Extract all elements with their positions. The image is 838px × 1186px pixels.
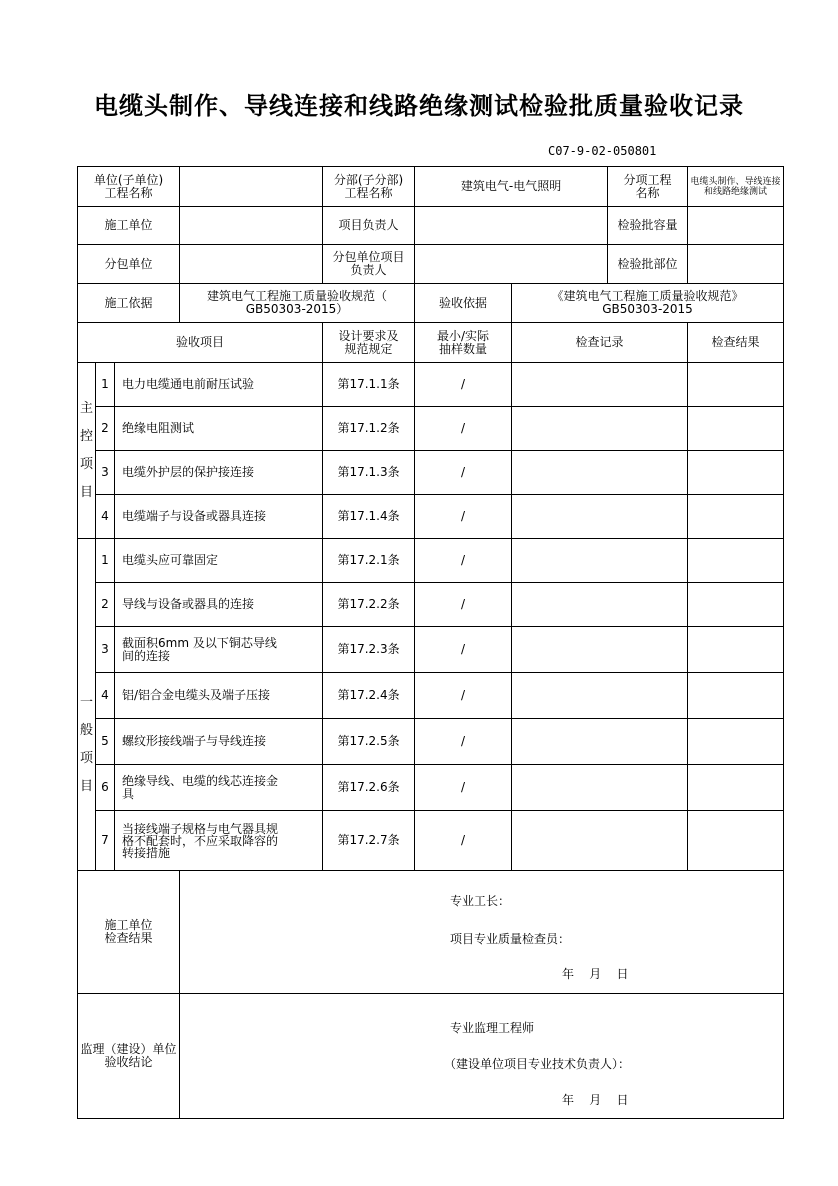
item-name: 导线与设备或器具的连接	[115, 583, 323, 627]
supervision-row	[78, 994, 784, 1119]
item-result[interactable]	[688, 627, 784, 673]
item-result[interactable]	[688, 539, 784, 583]
item-name: 电缆外护层的保护接连接	[115, 451, 323, 495]
table-row	[78, 719, 784, 765]
item-name: 螺纹形接线端子与导线连接	[115, 719, 323, 765]
item-no: 4	[96, 673, 115, 719]
table-row	[78, 765, 784, 811]
col-result-header: 检查结果	[688, 323, 784, 363]
item-name-value[interactable]: 电缆头制作、导线连接 和线路绝缘测试	[688, 167, 784, 207]
item-no: 2	[96, 583, 115, 627]
item-name: 当接线端子规格与电气器具规 格不配套时，不应采取降容的 转接措施	[115, 811, 323, 871]
col-item-header: 验收项目	[78, 323, 323, 363]
item-no: 3	[96, 627, 115, 673]
item-sample[interactable]: /	[415, 407, 512, 451]
header-row-4	[78, 284, 784, 323]
item-clause: 第17.2.6条	[323, 765, 415, 811]
table-row	[78, 811, 784, 871]
construction-check-row	[78, 871, 784, 994]
supervision-label: 监理（建设）单位 验收结论	[78, 994, 180, 1119]
subdivision-value[interactable]: 建筑电气-电气照明	[415, 167, 608, 207]
item-name: 绝缘电阻测试	[115, 407, 323, 451]
subdivision-label: 分部(子分部) 工程名称	[323, 167, 415, 207]
document-title: 电缆头制作、导线连接和线路绝缘测试检验批质量验收记录	[94, 92, 744, 120]
item-result[interactable]	[688, 363, 784, 407]
construction-basis-value: 建筑电气工程施工质量验收规范（ GB50303-2015）	[180, 284, 415, 323]
item-name-label: 分项工程 名称	[608, 167, 688, 207]
unit-name-label: 单位(子单位) 工程名称	[78, 167, 180, 207]
construction-basis-label: 施工依据	[78, 284, 180, 323]
item-sample[interactable]: /	[415, 451, 512, 495]
col-design-header: 设计要求及 规范规定	[323, 323, 415, 363]
col-record-header: 检查记录	[512, 323, 688, 363]
header-row-1	[78, 167, 784, 207]
col-sample-header: 最小/实际 抽样数量	[415, 323, 512, 363]
item-clause: 第17.2.7条	[323, 811, 415, 871]
table-row	[78, 495, 784, 539]
item-record[interactable]	[512, 811, 688, 871]
item-sample[interactable]: /	[415, 539, 512, 583]
batch-capacity-label: 检验批容量	[608, 207, 688, 245]
item-name: 电缆头应可靠固定	[115, 539, 323, 583]
item-name: 绝缘导线、电缆的线芯连接金 具	[115, 765, 323, 811]
item-clause: 第17.1.2条	[323, 407, 415, 451]
table-row	[78, 627, 784, 673]
column-header-row	[78, 323, 784, 363]
unit-name-value[interactable]	[180, 167, 323, 207]
item-record[interactable]	[512, 407, 688, 451]
item-sample[interactable]: /	[415, 673, 512, 719]
subcontractor-label: 分包单位	[78, 245, 180, 284]
item-record[interactable]	[512, 719, 688, 765]
general-group-label: 一 般 项 目	[78, 539, 96, 871]
item-clause: 第17.1.4条	[323, 495, 415, 539]
item-result[interactable]	[688, 719, 784, 765]
constructor-value[interactable]	[180, 207, 323, 245]
quality-inspector-label: 项目专业质量检查员：	[450, 932, 571, 946]
batch-part-value[interactable]	[688, 245, 784, 284]
main-control-group-label: 主 控 项 目	[78, 363, 96, 539]
item-clause: 第17.2.4条	[323, 673, 415, 719]
item-name: 电力电缆通电前耐压试验	[115, 363, 323, 407]
acceptance-basis-value: 《建筑电气工程施工质量验收规范》 GB50303-2015	[512, 284, 784, 323]
supervision-area[interactable]	[180, 994, 784, 1119]
item-sample[interactable]: /	[415, 719, 512, 765]
item-result[interactable]	[688, 495, 784, 539]
item-clause: 第17.2.1条	[323, 539, 415, 583]
item-record[interactable]	[512, 765, 688, 811]
item-clause: 第17.2.2条	[323, 583, 415, 627]
item-clause: 第17.2.5条	[323, 719, 415, 765]
header-row-2	[78, 207, 784, 245]
sub-pm-label: 分包单位项目 负责人	[323, 245, 415, 284]
item-name: 截面积6mm 及以下铜芯导线 间的连接	[115, 627, 323, 673]
construction-check-label: 施工单位 检查结果	[78, 871, 180, 994]
construction-check-area[interactable]	[180, 871, 784, 994]
table-row	[78, 673, 784, 719]
subcontractor-value[interactable]	[180, 245, 323, 284]
table-row	[78, 451, 784, 495]
item-record[interactable]	[512, 539, 688, 583]
table-row	[78, 363, 784, 407]
item-no: 6	[96, 765, 115, 811]
item-record[interactable]	[512, 583, 688, 627]
supervising-engineer-label: 专业监理工程师	[450, 1021, 535, 1035]
item-name: 铝/铝合金电缆头及端子压接	[115, 673, 323, 719]
item-no: 3	[96, 451, 115, 495]
item-sample[interactable]: /	[415, 495, 512, 539]
supervision-date: 年 月 日	[562, 1093, 629, 1107]
item-no: 1	[96, 363, 115, 407]
item-sample[interactable]: /	[415, 765, 512, 811]
item-result[interactable]	[688, 451, 784, 495]
sub-pm-value[interactable]	[415, 245, 608, 284]
item-result[interactable]	[688, 811, 784, 871]
item-sample[interactable]: /	[415, 363, 512, 407]
item-sample[interactable]: /	[415, 583, 512, 627]
form-code: C07-9-02-050801	[548, 144, 657, 158]
owner-tech-lead-label: （建设单位项目专业技术负责人）：	[444, 1057, 631, 1071]
item-no: 4	[96, 495, 115, 539]
construction-date: 年 月 日	[562, 967, 629, 981]
item-no: 5	[96, 719, 115, 765]
item-no: 2	[96, 407, 115, 451]
item-name: 电缆端子与设备或器具连接	[115, 495, 323, 539]
item-clause: 第17.1.1条	[323, 363, 415, 407]
item-result[interactable]	[688, 673, 784, 719]
item-record[interactable]	[512, 673, 688, 719]
header-row-3	[78, 245, 784, 284]
item-clause: 第17.1.3条	[323, 451, 415, 495]
item-record[interactable]	[512, 627, 688, 673]
acceptance-basis-label: 验收依据	[415, 284, 512, 323]
item-record[interactable]	[512, 451, 688, 495]
item-sample[interactable]: /	[415, 627, 512, 673]
project-manager-label: 项目负责人	[323, 207, 415, 245]
item-result[interactable]	[688, 765, 784, 811]
item-result[interactable]	[688, 407, 784, 451]
constructor-label: 施工单位	[78, 207, 180, 245]
table-row	[78, 539, 784, 583]
item-clause: 第17.2.3条	[323, 627, 415, 673]
batch-capacity-value[interactable]	[688, 207, 784, 245]
project-manager-value[interactable]	[415, 207, 608, 245]
table-row	[78, 407, 784, 451]
item-record[interactable]	[512, 495, 688, 539]
item-no: 7	[96, 811, 115, 871]
item-no: 1	[96, 539, 115, 583]
inspection-form	[77, 166, 784, 1119]
item-result[interactable]	[688, 583, 784, 627]
table-row	[78, 583, 784, 627]
foreman-label: 专业工长：	[450, 894, 511, 908]
item-sample[interactable]: /	[415, 811, 512, 871]
batch-part-label: 检验批部位	[608, 245, 688, 284]
item-record[interactable]	[512, 363, 688, 407]
